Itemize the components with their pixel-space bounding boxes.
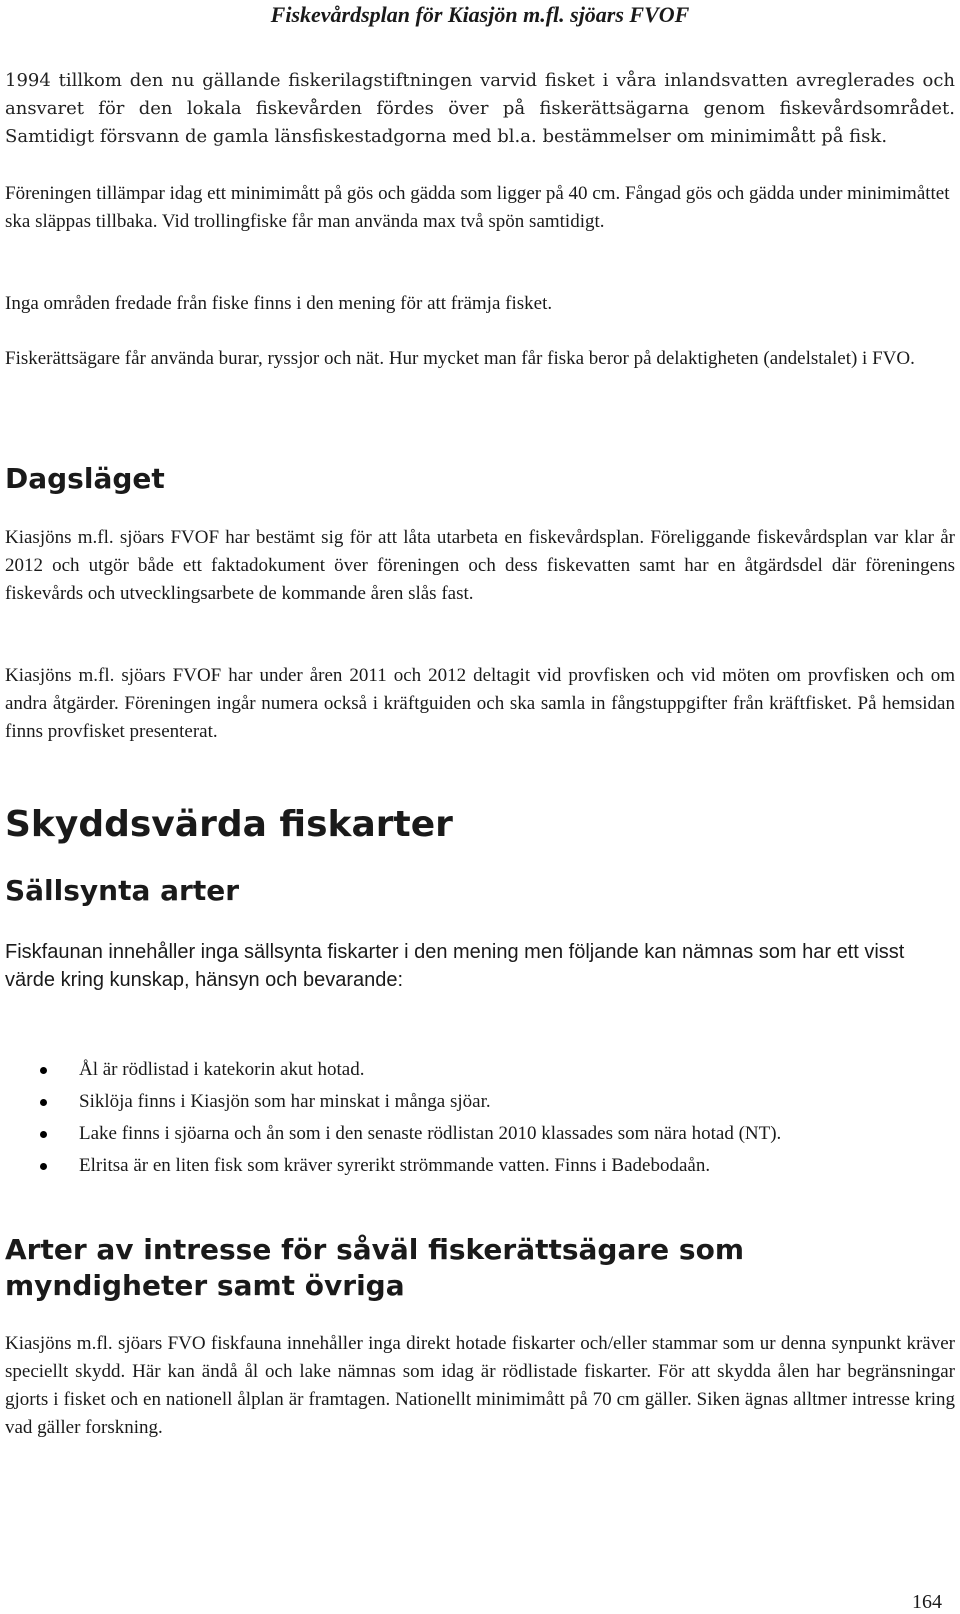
heading-sallsynta-arter: Sällsynta arter [5,874,240,907]
species-bullet-list [40,1056,940,1184]
list-item: Lake finns i sjöarna och ån som i den senaste rödlistan 2010 klassades som nära hotad (NT). [40,1120,940,1148]
heading-dagslaget: Dagsläget [5,462,165,495]
intro-paragraph-2: Föreningen tillämpar idag ett minimimått på gös och gädda som ligger på 40 cm. Fångad gös och gädda under minimimåttet ska släppas tillbaka. Vid trollingfiske får man använda max två spön samtidigt. [5,183,950,232]
heading-arter-av-intresse: Arter av intresse för såväl fiskerättsägare som myndigheter samt övriga [5,1233,744,1302]
intro-paragraph-4: Fiskerättsägare får använda burar, ryssjor och nät. Hur mycket man får fiska beror på delaktigheten (andelstalet) i FVO. [5,348,915,369]
list-item: Elritsa är en liten fisk som kräver syrerikt strömmande vatten. Finns i Badebodaån. [40,1152,940,1180]
dagslaget-paragraph-2: Kiasjöns m.fl. sjöars FVOF har under åren 2011 och 2012 deltagit vid provfisken och vid möten om provfisken och om andra åtgärder. Föreningen ingår numera också i kräftguiden och ska samla in fångstuppgifter från kräftfisket. På hemsidan finns provfisket presenterat. [5,665,955,742]
arter-paragraph: Kiasjöns m.fl. sjöars FVO fiskfauna innehåller inga direkt hotade fiskarter och/eller stammar som ur denna synpunkt kräver speciellt skydd. Här kan ändå ål och lake nämnas som idag är rödlistade fiskarter. För att skydda ålen har begränsningar gjorts i fisket och en nationell ålplan är framtagen. Nationellt minimimått på 70 cm gäller. Siken ägnas alltmer intresse kring vad gäller forskning. [5,1333,955,1438]
list-item: Siklöja finns i Kiasjön som har minskat i många sjöar. [40,1088,940,1116]
page-header: Fiskevårdsplan för Kiasjön m.fl. sjöars FVOF [270,2,690,27]
bullet-icon [40,1131,47,1138]
heading-skyddsvarda-fiskarter: Skyddsvärda fiskarter [5,804,453,845]
bullet-icon [40,1099,47,1106]
dagslaget-paragraph-1: Kiasjöns m.fl. sjöars FVOF har bestämt sig för att låta utarbeta en fiskevårdsplan. Föreliggande fiskevårdsplan var klar år 2012 och utgör både ett faktadokument över föreningen och dess fiskevatten samt har en åtgärdsdel där föreningens fiskevårds och utvecklingsarbete de kommande åren slås fast. [5,527,955,604]
intro-paragraph-1: 1994 tillkom den nu gällande fiskerilagstiftningen varvid fisket i våra inlandsvatten avreglerades och ansvaret för den lokala fiskevården fördes över på fiskerättsägarna genom fiskevårdsområdet. Samtidigt försvann de gamla länsfiskestadgorna med bl.a. bestämmelser om minimimått på fisk. [5,70,955,147]
bullet-icon [40,1163,47,1170]
sallsynta-intro-paragraph: Fiskfaunan innehåller inga sällsynta fiskarter i den mening men följande kan nämnas som har ett visst värde kring kunskap, hänsyn och bevarande: [5,941,905,991]
bullet-icon [40,1067,47,1074]
list-item: Ål är rödlistad i katekorin akut hotad. [40,1056,940,1084]
page-number: 164 [912,1591,942,1613]
intro-paragraph-3: Inga områden fredade från fiske finns i den mening för att främja fisket. [5,293,553,314]
